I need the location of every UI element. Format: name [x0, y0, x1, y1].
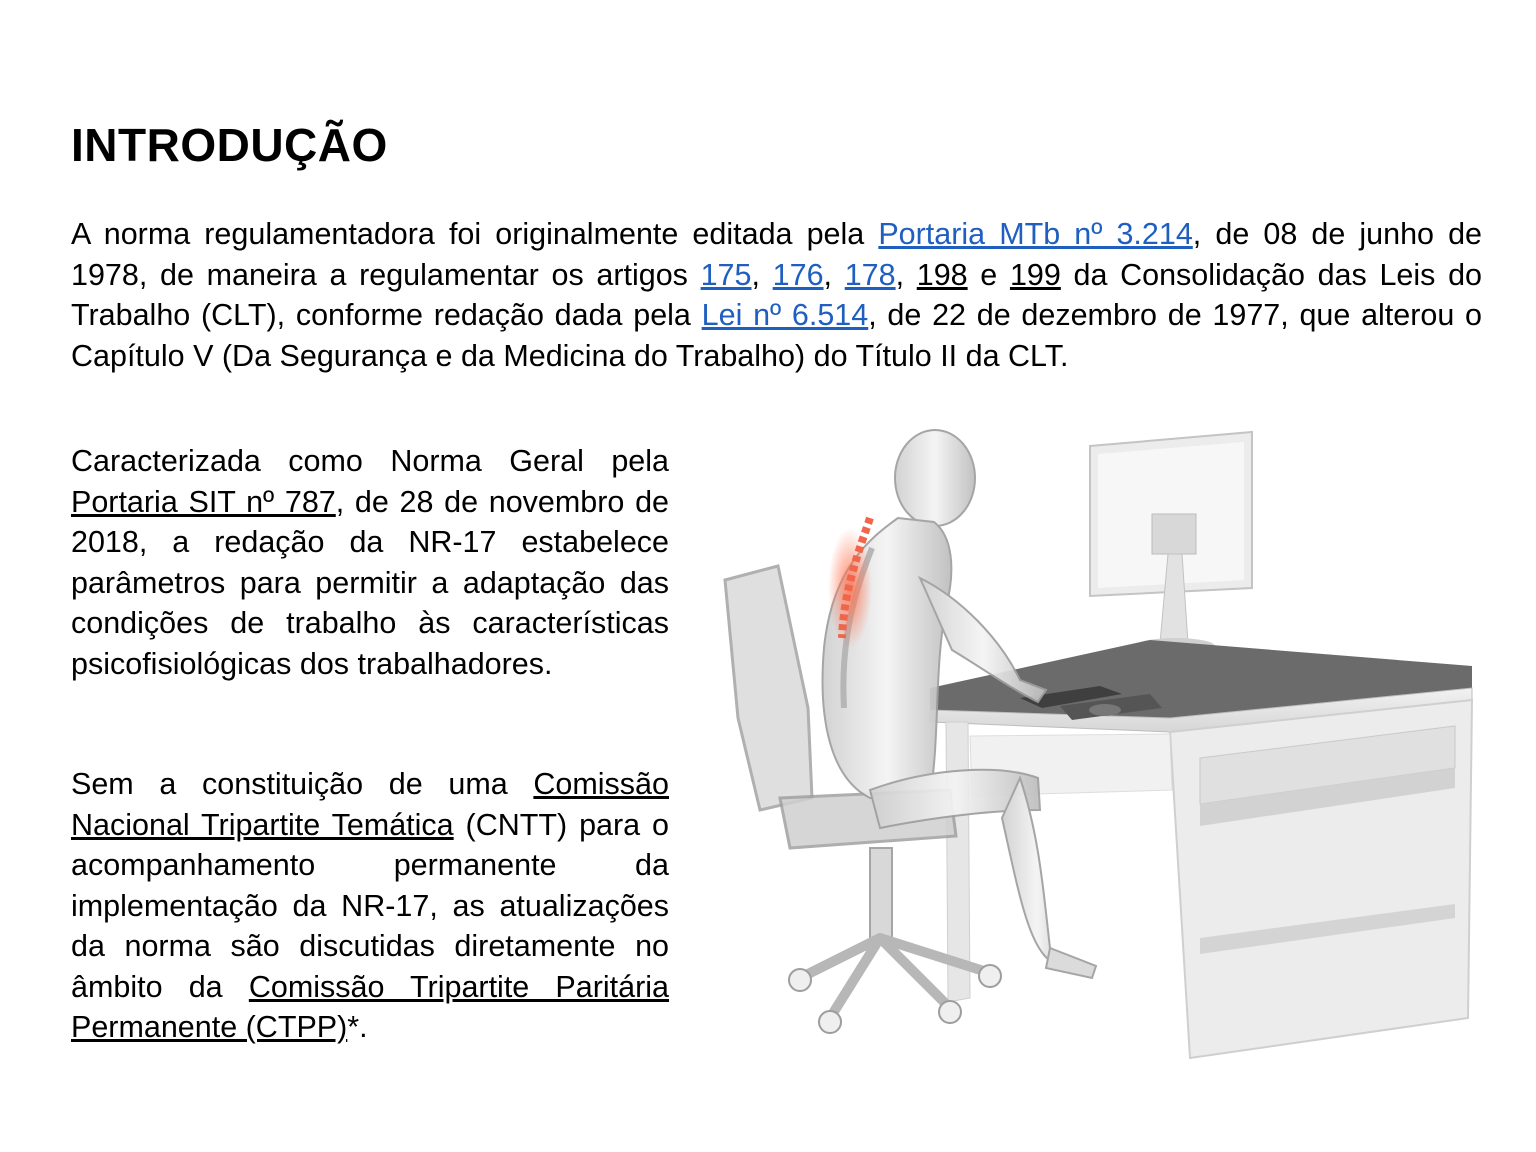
- link-portaria-sit-787[interactable]: Portaria SIT nº 787: [71, 484, 336, 519]
- text-segment: A norma regulamentadora foi originalmente editada pela: [71, 217, 879, 251]
- text-segment: (CNTT) para o acompanhamento permanente da implementação da NR-17, as atualizações da norma são discutidas diretamente no âmbito da: [71, 807, 669, 1004]
- link-cntt[interactable]: Comissão Nacional Tripartite Temática: [71, 767, 669, 842]
- text-segment: , de 22 de dezembro de 1977, que alterou o Capítulo V (Da Segurança e da Medicina do Trabalho) do Título II da CLT.: [71, 298, 1483, 373]
- text-segment: , de 08 de junho de 1978, de maneira a regulamentar os artigos: [71, 217, 1482, 292]
- link-artigo-198[interactable]: 198: [916, 257, 968, 292]
- link-portaria-mtb-3214[interactable]: Portaria MTb nº 3.214: [878, 217, 1193, 251]
- monitor-icon: [1090, 432, 1252, 654]
- link-ctpp[interactable]: Comissão Tripartite Paritária Permanente (CTPP): [71, 969, 669, 1044]
- text-segment: da Consolidação das Leis do Trabalho (CLT), conforme redação dada pela: [71, 257, 1482, 332]
- text-segment: ,: [823, 257, 845, 292]
- text-segment: e: [967, 257, 1010, 292]
- intro-paragraph: [71, 214, 1482, 376]
- link-artigo-199[interactable]: 199: [1009, 257, 1061, 292]
- cntt-paragraph: [71, 764, 669, 1048]
- text-segment: ,: [751, 257, 773, 292]
- link-artigo-176[interactable]: 176: [772, 257, 824, 292]
- text-segment: Caracterizada como Norma Geral pela: [71, 444, 669, 478]
- page-title: INTRODUÇÃO: [71, 119, 388, 171]
- link-artigo-178[interactable]: 178: [844, 257, 896, 292]
- link-artigo-175[interactable]: 175: [700, 257, 752, 292]
- text-segment: , de 28 de novembro de 2018, a redação da NR-17 estabelece parâmetros para permitir a adaptação das condições de trabalho às características psicofisiológicas dos trabalhadores.: [71, 484, 669, 681]
- norma-geral-paragraph: [71, 441, 669, 684]
- text-segment: *.: [347, 1010, 368, 1044]
- text-segment: ,: [895, 257, 917, 292]
- ergonomic-workstation-illustration: [720, 418, 1480, 1078]
- text-segment: Sem a constituição de uma: [71, 767, 534, 801]
- link-lei-6514[interactable]: Lei nº 6.514: [701, 298, 869, 332]
